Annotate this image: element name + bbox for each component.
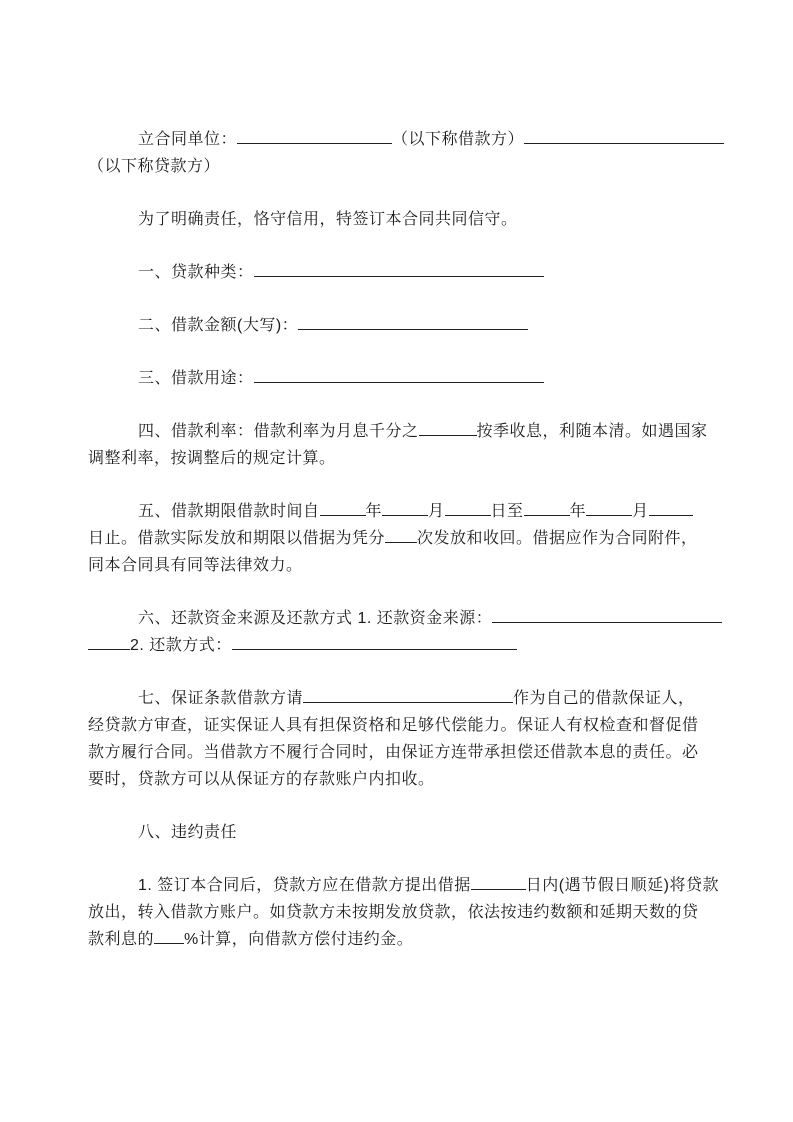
text-run: 款方履行合同。当借款方不履行合同时，由保证方连带承担偿还借款本息的责任。必 [88, 744, 699, 761]
text-run: 同本合同具有同等法律效力。 [88, 557, 303, 574]
fill-in-blank[interactable] [492, 607, 722, 623]
text-line [88, 525, 708, 552]
text-run: 调整利率，按调整后的规定计算。 [88, 450, 336, 467]
text-line [88, 739, 708, 766]
fill-in-blank[interactable] [649, 500, 693, 516]
text-line [88, 206, 708, 233]
text-run: 月 [632, 503, 649, 520]
fill-in-blank[interactable] [254, 261, 544, 277]
fill-in-blank[interactable] [385, 527, 417, 543]
text-run: （以下称借款方） [392, 131, 525, 148]
paragraph [88, 259, 708, 286]
text-run: 一、贷款种类： [138, 264, 254, 281]
fill-in-blank[interactable] [524, 500, 570, 516]
text-run: 日至 [490, 503, 524, 520]
text-line [88, 552, 708, 579]
fill-in-blank[interactable] [471, 874, 526, 890]
text-run: 七、保证条款借款方请 [138, 690, 304, 707]
text-run: 次发放和收回。借据应作为合同附件， [417, 530, 698, 547]
text-run: 经贷款方审查，证实保证人具有担保资格和足够代偿能力。保证人有权检查和督促借 [88, 717, 699, 734]
text-line [88, 153, 708, 180]
text-run: 日止。借款实际发放和期限以借据为凭分 [88, 530, 386, 547]
text-run: 放出，转入借款方账户。如贷款方未按期发放贷款，依法按违约数额和延期天数的贷 [88, 904, 699, 921]
paragraph [88, 872, 719, 953]
text-line [88, 418, 708, 445]
paragraph [88, 819, 708, 846]
fill-in-blank[interactable] [254, 367, 544, 383]
text-line [88, 365, 708, 392]
text-line [88, 685, 708, 712]
text-run: 2. 还款方式： [130, 637, 232, 654]
text-run: 要时，贷款方可以从保证方的存款账户内扣收。 [88, 771, 435, 788]
text-run: 年 [365, 503, 383, 520]
fill-in-blank[interactable] [303, 687, 513, 703]
text-line [88, 712, 708, 739]
paragraph [88, 126, 708, 180]
text-run: 二、借款金额(大写)： [138, 317, 299, 334]
text-run: %计算，向借款方偿付违约金。 [184, 931, 414, 948]
text-run: 为了明确责任，恪守信用，特签订本合同共同信守。 [138, 211, 518, 228]
fill-in-blank[interactable] [154, 928, 184, 944]
text-line [88, 872, 719, 899]
text-line [88, 126, 708, 153]
text-line [88, 445, 708, 472]
text-run: 日内(遇节假日顺延)将贷款 [525, 877, 719, 894]
text-line [88, 605, 708, 632]
fill-in-blank[interactable] [237, 128, 392, 144]
text-run: （以下称贷款方） [88, 158, 221, 175]
paragraph [88, 206, 708, 233]
text-line [88, 632, 708, 659]
text-run: 年 [569, 503, 587, 520]
text-line [88, 498, 708, 525]
fill-in-blank[interactable] [445, 500, 491, 516]
fill-in-blank[interactable] [232, 634, 517, 650]
text-run: 三、借款用途： [138, 370, 254, 387]
text-line [88, 819, 708, 846]
text-run: 四、借款利率：借款利率为月息千分之 [138, 423, 419, 440]
text-line [88, 766, 708, 793]
text-run: 款利息的 [88, 931, 155, 948]
text-line [88, 899, 708, 926]
text-run: 月 [428, 503, 445, 520]
text-line [88, 259, 708, 286]
fill-in-blank[interactable] [298, 314, 528, 330]
fill-in-blank[interactable] [586, 500, 632, 516]
text-line [88, 926, 708, 953]
paragraph [88, 498, 708, 579]
paragraph [88, 312, 708, 339]
fill-in-blank[interactable] [88, 634, 130, 650]
text-line [88, 312, 708, 339]
text-run: 六、还款资金来源及还款方式 1. 还款资金来源： [138, 610, 493, 627]
fill-in-blank[interactable] [524, 128, 724, 144]
fill-in-blank[interactable] [419, 420, 477, 436]
contract-document-body [88, 126, 719, 953]
paragraph [88, 685, 708, 793]
text-run: 立合同单位： [138, 131, 238, 148]
paragraph [88, 365, 708, 392]
text-run: 五、借款期限借款时间自 [138, 503, 320, 520]
paragraph [88, 605, 708, 659]
text-run: 按季收息，利随本清。如遇国家 [476, 423, 708, 440]
text-run: 八、违约责任 [138, 824, 238, 841]
paragraph [88, 418, 708, 472]
text-run: 1. 签订本合同后，贷款方应在借款方提出借据 [138, 877, 471, 894]
fill-in-blank[interactable] [382, 500, 428, 516]
text-run: 作为自己的借款保证人， [513, 690, 695, 707]
fill-in-blank[interactable] [320, 500, 366, 516]
